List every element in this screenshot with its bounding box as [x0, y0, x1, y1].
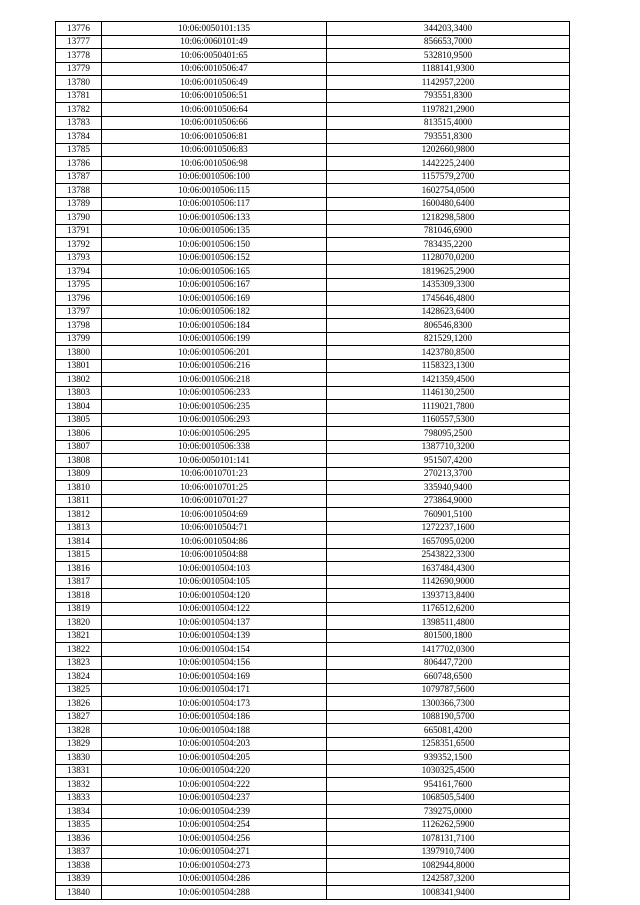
row-number-cell: 13806 — [56, 427, 102, 441]
cadastral-value-cell: 1188141,9300 — [327, 62, 570, 76]
cadastral-value-cell: 1197821,2900 — [327, 103, 570, 117]
row-number-cell: 13810 — [56, 481, 102, 495]
cadastral-number-cell: 10:06:0010504:186 — [102, 710, 327, 724]
cadastral-value-cell: 1417702,0300 — [327, 643, 570, 657]
cadastral-value-cell: 665081,4200 — [327, 724, 570, 738]
table-row — [56, 697, 570, 711]
row-number-cell: 13780 — [56, 76, 102, 90]
cadastral-number-cell: 10:06:0050401:65 — [102, 49, 327, 63]
cadastral-number-cell: 10:06:0010504:220 — [102, 764, 327, 778]
cadastral-value-cell: 783435,2200 — [327, 238, 570, 252]
cadastral-number-cell: 10:06:0010504:237 — [102, 791, 327, 805]
cadastral-number-cell: 10:06:0010504:239 — [102, 805, 327, 819]
table-row — [56, 211, 570, 225]
row-number-cell: 13814 — [56, 535, 102, 549]
cadastral-number-cell: 10:06:0010701:27 — [102, 494, 327, 508]
table-row — [56, 35, 570, 49]
cadastral-number-cell: 10:06:0060101:49 — [102, 35, 327, 49]
row-number-cell: 13804 — [56, 400, 102, 414]
table-row — [56, 224, 570, 238]
cadastral-value-cell: 806447,7200 — [327, 656, 570, 670]
cadastral-number-cell: 10:06:0050101:141 — [102, 454, 327, 468]
cadastral-value-cell: 1600480,6400 — [327, 197, 570, 211]
row-number-cell: 13789 — [56, 197, 102, 211]
cadastral-number-cell: 10:06:0010504:139 — [102, 629, 327, 643]
row-number-cell: 13834 — [56, 805, 102, 819]
table-row — [56, 737, 570, 751]
cadastral-value-cell: 1202660,9800 — [327, 143, 570, 157]
table-row — [56, 467, 570, 481]
row-number-cell: 13801 — [56, 359, 102, 373]
table-row — [56, 89, 570, 103]
row-number-cell: 13796 — [56, 292, 102, 306]
cadastral-number-cell: 10:06:0010506:201 — [102, 346, 327, 360]
table-row — [56, 859, 570, 873]
cadastral-value-cell: 1008341,9400 — [327, 886, 570, 900]
row-number-cell: 13831 — [56, 764, 102, 778]
cadastral-number-cell: 10:06:0010506:295 — [102, 427, 327, 441]
table-row — [56, 22, 570, 36]
table-row — [56, 548, 570, 562]
row-number-cell: 13830 — [56, 751, 102, 765]
row-number-cell: 13795 — [56, 278, 102, 292]
table-row — [56, 589, 570, 603]
cadastral-value-cell: 1272237,1600 — [327, 521, 570, 535]
row-number-cell: 13839 — [56, 872, 102, 886]
cadastral-number-cell: 10:06:0010506:64 — [102, 103, 327, 117]
cadastral-number-cell: 10:06:0010506:338 — [102, 440, 327, 454]
table-row — [56, 710, 570, 724]
table-body — [56, 22, 570, 900]
cadastral-value-cell: 1119021,7800 — [327, 400, 570, 414]
cadastral-value-cell: 1146130,2500 — [327, 386, 570, 400]
table-row — [56, 278, 570, 292]
cadastral-number-cell: 10:06:0010504:169 — [102, 670, 327, 684]
cadastral-number-cell: 10:06:0010506:216 — [102, 359, 327, 373]
cadastral-value-cell: 1428623,6400 — [327, 305, 570, 319]
cadastral-value-cell: 1088190,5700 — [327, 710, 570, 724]
cadastral-value-cell: 1079787,5600 — [327, 683, 570, 697]
cadastral-number-cell: 10:06:0010506:135 — [102, 224, 327, 238]
cadastral-number-cell: 10:06:0010506:152 — [102, 251, 327, 265]
cadastral-value-cell: 1218298,5800 — [327, 211, 570, 225]
cadastral-value-cell: 1242587,3200 — [327, 872, 570, 886]
cadastral-number-cell: 10:06:0010504:103 — [102, 562, 327, 576]
cadastral-value-cell: 1745646,4800 — [327, 292, 570, 306]
cadastral-number-cell: 10:06:0010504:256 — [102, 832, 327, 846]
cadastral-number-cell: 10:06:0010506:150 — [102, 238, 327, 252]
table-row — [56, 494, 570, 508]
cadastral-value-cell: 1068505,5400 — [327, 791, 570, 805]
table-row — [56, 440, 570, 454]
table-row — [56, 373, 570, 387]
cadastral-number-cell: 10:06:0010504:188 — [102, 724, 327, 738]
row-number-cell: 13828 — [56, 724, 102, 738]
table-row — [56, 305, 570, 319]
cadastral-value-cell: 1657095,0200 — [327, 535, 570, 549]
cadastral-value-cell: 335940,9400 — [327, 481, 570, 495]
row-number-cell: 13808 — [56, 454, 102, 468]
row-number-cell: 13781 — [56, 89, 102, 103]
cadastral-number-cell: 10:06:0010504:171 — [102, 683, 327, 697]
table-row — [56, 805, 570, 819]
cadastral-number-cell: 10:06:0010504:286 — [102, 872, 327, 886]
row-number-cell: 13811 — [56, 494, 102, 508]
cadastral-value-cell: 1126262,5900 — [327, 818, 570, 832]
table-row — [56, 818, 570, 832]
row-number-cell: 13800 — [56, 346, 102, 360]
table-row — [56, 575, 570, 589]
cadastral-number-cell: 10:06:0010701:23 — [102, 467, 327, 481]
cadastral-number-cell: 10:06:0010504:254 — [102, 818, 327, 832]
cadastral-number-cell: 10:06:0050101:135 — [102, 22, 327, 36]
table-row — [56, 292, 570, 306]
row-number-cell: 13817 — [56, 575, 102, 589]
table-row — [56, 265, 570, 279]
cadastral-value-cell: 793551,8300 — [327, 130, 570, 144]
cadastral-value-cell: 1393713,8400 — [327, 589, 570, 603]
table-row — [56, 508, 570, 522]
cadastral-number-cell: 10:06:0010506:199 — [102, 332, 327, 346]
row-number-cell: 13807 — [56, 440, 102, 454]
cadastral-value-cell: 806546,8300 — [327, 319, 570, 333]
cadastral-value-cell: 798095,2500 — [327, 427, 570, 441]
cadastral-number-cell: 10:06:0010506:165 — [102, 265, 327, 279]
row-number-cell: 13802 — [56, 373, 102, 387]
row-number-cell: 13835 — [56, 818, 102, 832]
table-row — [56, 832, 570, 846]
row-number-cell: 13822 — [56, 643, 102, 657]
cadastral-number-cell: 10:06:0010504:71 — [102, 521, 327, 535]
cadastral-value-cell: 813515,4000 — [327, 116, 570, 130]
row-number-cell: 13818 — [56, 589, 102, 603]
row-number-cell: 13779 — [56, 62, 102, 76]
cadastral-value-cell: 939352,1500 — [327, 751, 570, 765]
cadastral-value-cell: 1300366,7300 — [327, 697, 570, 711]
cadastral-value-cell: 1142957,2200 — [327, 76, 570, 90]
row-number-cell: 13791 — [56, 224, 102, 238]
cadastral-value-cell: 344203,3400 — [327, 22, 570, 36]
table-row — [56, 184, 570, 198]
table-row — [56, 386, 570, 400]
row-number-cell: 13777 — [56, 35, 102, 49]
row-number-cell: 13792 — [56, 238, 102, 252]
table-row — [56, 602, 570, 616]
cadastral-number-cell: 10:06:0010504:120 — [102, 589, 327, 603]
cadastral-number-cell: 10:06:0010504:222 — [102, 778, 327, 792]
table-row — [56, 413, 570, 427]
table-row — [56, 535, 570, 549]
row-number-cell: 13788 — [56, 184, 102, 198]
cadastral-number-cell: 10:06:0010504:86 — [102, 535, 327, 549]
cadastral-value-cell: 781046,6900 — [327, 224, 570, 238]
table-row — [56, 197, 570, 211]
table-row — [56, 103, 570, 117]
table-row — [56, 521, 570, 535]
table-row — [56, 683, 570, 697]
row-number-cell: 13821 — [56, 629, 102, 643]
row-number-cell: 13838 — [56, 859, 102, 873]
row-number-cell: 13782 — [56, 103, 102, 117]
row-number-cell: 13823 — [56, 656, 102, 670]
row-number-cell: 13798 — [56, 319, 102, 333]
row-number-cell: 13816 — [56, 562, 102, 576]
row-number-cell: 13825 — [56, 683, 102, 697]
table-row — [56, 481, 570, 495]
cadastral-number-cell: 10:06:0010506:184 — [102, 319, 327, 333]
cadastral-value-cell: 1397910,7400 — [327, 845, 570, 859]
cadastral-number-cell: 10:06:0010506:233 — [102, 386, 327, 400]
cadastral-number-cell: 10:06:0010701:25 — [102, 481, 327, 495]
row-number-cell: 13812 — [56, 508, 102, 522]
row-number-cell: 13778 — [56, 49, 102, 63]
row-number-cell: 13803 — [56, 386, 102, 400]
cadastral-value-cell: 739275,0000 — [327, 805, 570, 819]
cadastral-value-cell: 954161,7600 — [327, 778, 570, 792]
cadastral-number-cell: 10:06:0010504:271 — [102, 845, 327, 859]
row-number-cell: 13793 — [56, 251, 102, 265]
cadastral-value-cell: 801500,1800 — [327, 629, 570, 643]
table-row — [56, 157, 570, 171]
table-row — [56, 616, 570, 630]
cadastral-number-cell: 10:06:0010504:156 — [102, 656, 327, 670]
cadastral-number-cell: 10:06:0010506:293 — [102, 413, 327, 427]
cadastral-number-cell: 10:06:0010504:288 — [102, 886, 327, 900]
table-row — [56, 629, 570, 643]
cadastral-number-cell: 10:06:0010506:235 — [102, 400, 327, 414]
cadastral-value-cell: 1030325,4500 — [327, 764, 570, 778]
cadastral-value-cell: 1160557,5300 — [327, 413, 570, 427]
cadastral-number-cell: 10:06:0010504:105 — [102, 575, 327, 589]
table-row — [56, 238, 570, 252]
cadastral-number-cell: 10:06:0010504:88 — [102, 548, 327, 562]
cadastral-number-cell: 10:06:0010506:218 — [102, 373, 327, 387]
cadastral-value-cell: 760901,5100 — [327, 508, 570, 522]
cadastral-value-cell: 821529,1200 — [327, 332, 570, 346]
table-row — [56, 845, 570, 859]
row-number-cell: 13820 — [56, 616, 102, 630]
row-number-cell: 13833 — [56, 791, 102, 805]
cadastral-value-cell: 1157579,2700 — [327, 170, 570, 184]
cadastral-number-cell: 10:06:0010506:81 — [102, 130, 327, 144]
table-row — [56, 359, 570, 373]
cadastral-number-cell: 10:06:0010504:203 — [102, 737, 327, 751]
cadastral-value-cell: 1442225,2400 — [327, 157, 570, 171]
table-row — [56, 562, 570, 576]
table-row — [56, 49, 570, 63]
table-row — [56, 116, 570, 130]
cadastral-value-cell: 1602754,0500 — [327, 184, 570, 198]
cadastral-value-cell: 1158323,1300 — [327, 359, 570, 373]
cadastral-number-cell: 10:06:0010504:137 — [102, 616, 327, 630]
cadastral-value-cell: 532810,9500 — [327, 49, 570, 63]
cadastral-number-cell: 10:06:0010504:273 — [102, 859, 327, 873]
table-row — [56, 319, 570, 333]
cadastral-number-cell: 10:06:0010506:167 — [102, 278, 327, 292]
cadastral-value-cell: 1128070,0200 — [327, 251, 570, 265]
table-row — [56, 427, 570, 441]
table-row — [56, 400, 570, 414]
table-row — [56, 643, 570, 657]
cadastral-number-cell: 10:06:0010504:173 — [102, 697, 327, 711]
row-number-cell: 13837 — [56, 845, 102, 859]
cadastral-value-cell: 1421359,4500 — [327, 373, 570, 387]
cadastral-number-cell: 10:06:0010504:205 — [102, 751, 327, 765]
table-row — [56, 872, 570, 886]
cadastral-number-cell: 10:06:0010506:51 — [102, 89, 327, 103]
row-number-cell: 13794 — [56, 265, 102, 279]
table-row — [56, 454, 570, 468]
row-number-cell: 13815 — [56, 548, 102, 562]
row-number-cell: 13776 — [56, 22, 102, 36]
cadastral-value-cell: 1637484,4300 — [327, 562, 570, 576]
cadastral-value-cell: 1142690,9000 — [327, 575, 570, 589]
cadastral-value-cell: 273864,9000 — [327, 494, 570, 508]
cadastral-value-cell: 1435309,3300 — [327, 278, 570, 292]
cadastral-number-cell: 10:06:0010506:47 — [102, 62, 327, 76]
cadastral-value-cell: 1423780,8500 — [327, 346, 570, 360]
row-number-cell: 13785 — [56, 143, 102, 157]
cadastral-value-cell: 1078131,7100 — [327, 832, 570, 846]
cadastral-value-cell: 1387710,3200 — [327, 440, 570, 454]
row-number-cell: 13819 — [56, 602, 102, 616]
table-row — [56, 778, 570, 792]
row-number-cell: 13809 — [56, 467, 102, 481]
row-number-cell: 13840 — [56, 886, 102, 900]
table-row — [56, 764, 570, 778]
row-number-cell: 13797 — [56, 305, 102, 319]
cadastral-number-cell: 10:06:0010506:66 — [102, 116, 327, 130]
cadastral-number-cell: 10:06:0010504:122 — [102, 602, 327, 616]
row-number-cell: 13784 — [56, 130, 102, 144]
cadastral-number-cell: 10:06:0010506:182 — [102, 305, 327, 319]
row-number-cell: 13799 — [56, 332, 102, 346]
cadastral-number-cell: 10:06:0010504:154 — [102, 643, 327, 657]
cadastral-value-cell: 856653,7000 — [327, 35, 570, 49]
row-number-cell: 13783 — [56, 116, 102, 130]
cadastral-value-cell: 1176512,6200 — [327, 602, 570, 616]
row-number-cell: 13824 — [56, 670, 102, 684]
row-number-cell: 13829 — [56, 737, 102, 751]
row-number-cell: 13790 — [56, 211, 102, 225]
table-row — [56, 76, 570, 90]
table-row — [56, 346, 570, 360]
table-row — [56, 170, 570, 184]
cadastral-value-cell: 951507,4200 — [327, 454, 570, 468]
row-number-cell: 13827 — [56, 710, 102, 724]
cadastral-number-cell: 10:06:0010506:169 — [102, 292, 327, 306]
row-number-cell: 13787 — [56, 170, 102, 184]
table-row — [56, 886, 570, 900]
table-row — [56, 751, 570, 765]
row-number-cell: 13832 — [56, 778, 102, 792]
cadastral-value-cell: 270213,3700 — [327, 467, 570, 481]
table-row — [56, 251, 570, 265]
cadastral-value-cell: 793551,8300 — [327, 89, 570, 103]
cadastral-value-cell: 1082944,8000 — [327, 859, 570, 873]
cadastral-number-cell: 10:06:0010506:115 — [102, 184, 327, 198]
cadastral-number-cell: 10:06:0010506:49 — [102, 76, 327, 90]
table-row — [56, 724, 570, 738]
cadastral-value-table — [55, 21, 570, 900]
table-row — [56, 62, 570, 76]
row-number-cell: 13836 — [56, 832, 102, 846]
table-row — [56, 130, 570, 144]
cadastral-value-cell: 1258351,6500 — [327, 737, 570, 751]
table-row — [56, 332, 570, 346]
cadastral-number-cell: 10:06:0010506:100 — [102, 170, 327, 184]
cadastral-number-cell: 10:06:0010504:69 — [102, 508, 327, 522]
row-number-cell: 13786 — [56, 157, 102, 171]
cadastral-value-cell: 660748,6500 — [327, 670, 570, 684]
table-row — [56, 143, 570, 157]
table-row — [56, 670, 570, 684]
cadastral-number-cell: 10:06:0010506:117 — [102, 197, 327, 211]
cadastral-value-cell: 2543822,3300 — [327, 548, 570, 562]
cadastral-number-cell: 10:06:0010506:83 — [102, 143, 327, 157]
row-number-cell: 13813 — [56, 521, 102, 535]
row-number-cell: 13805 — [56, 413, 102, 427]
cadastral-value-cell: 1398511,4800 — [327, 616, 570, 630]
row-number-cell: 13826 — [56, 697, 102, 711]
table-row — [56, 656, 570, 670]
cadastral-number-cell: 10:06:0010506:133 — [102, 211, 327, 225]
cadastral-number-cell: 10:06:0010506:98 — [102, 157, 327, 171]
table-row — [56, 791, 570, 805]
cadastral-value-cell: 1819625,2900 — [327, 265, 570, 279]
